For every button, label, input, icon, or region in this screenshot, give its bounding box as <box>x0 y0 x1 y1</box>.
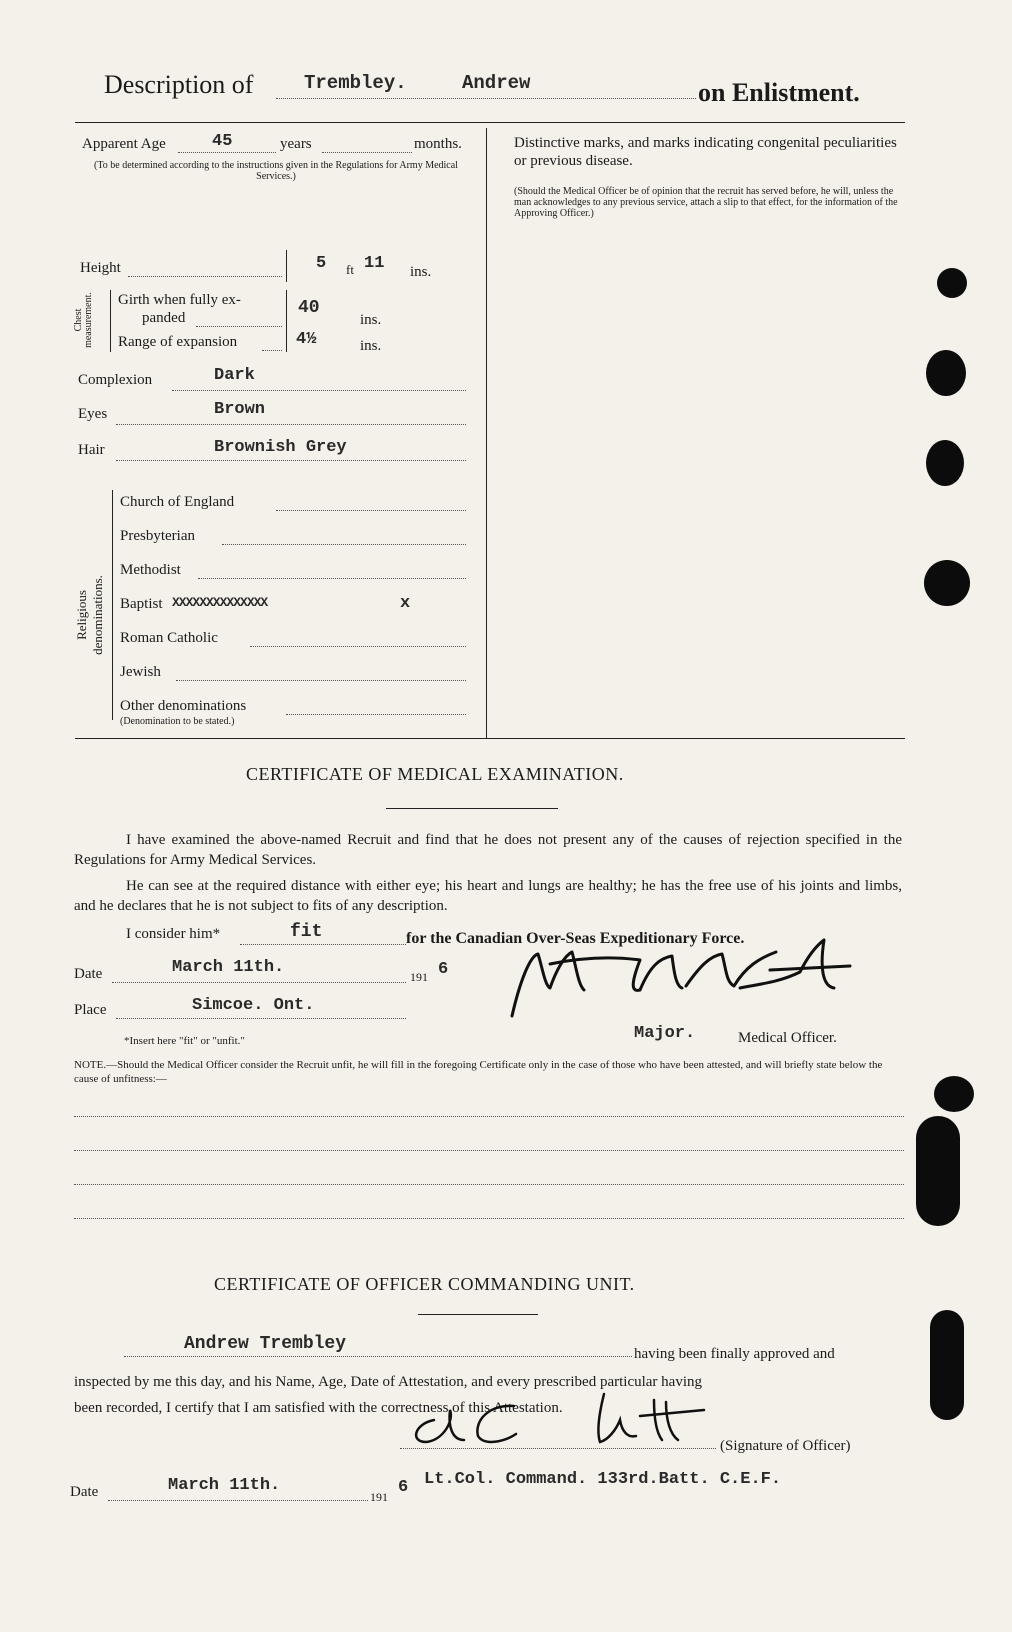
unfitness-line-1 <box>74 1116 904 1117</box>
girth-ins-label: ins. <box>360 312 382 328</box>
coe-dots <box>276 510 466 511</box>
commanding-year-prefix: 191 <box>370 1490 388 1504</box>
signature-stroke <box>416 1410 464 1442</box>
eyes-value: Brown <box>214 400 266 419</box>
distinctive-marks-note: (Should the Medical Officer be of opinion that the recruit has served before, he will, unless the man acknowledges to any previous service, attach a slip to that effect, for the information of the Approving Officer.) <box>514 186 898 219</box>
religion-presbyterian: Presbyterian <box>120 528 195 544</box>
years-label: years <box>280 136 312 152</box>
chest-bracket <box>110 290 111 352</box>
recruit-name: Andrew Trembley <box>184 1334 347 1354</box>
range-ins-label: ins. <box>360 338 382 354</box>
header-dotted-line <box>276 98 696 99</box>
place-value: Simcoe. Ont. <box>192 996 315 1015</box>
medical-certificate-title: CERTIFICATE OF MEDICAL EXAMINATION. <box>246 764 624 784</box>
medical-title-rule <box>386 808 558 809</box>
baptist-selected-mark: x <box>400 594 411 613</box>
punch-hole <box>926 440 964 486</box>
recruit-name-dots <box>124 1356 632 1357</box>
other-dots <box>286 714 466 715</box>
eyes-dots <box>116 424 466 425</box>
height-bracket <box>286 250 287 282</box>
consider-label: I consider him* <box>126 926 221 942</box>
medical-para1: I have examined the above-named Recruit and find that he does not present any of the causes of rejection specified in the Regulations for Army Medical Services. <box>74 832 902 868</box>
medical-date-dots <box>112 982 406 983</box>
commanding-line1: having been finally approved and <box>634 1346 835 1362</box>
religion-church-of-england: Church of England <box>120 494 235 510</box>
range-value: 4½ <box>296 330 317 349</box>
medical-year-prefix: 191 <box>410 970 428 984</box>
ft-label: ft <box>346 262 354 277</box>
age-value: 45 <box>212 132 233 151</box>
commanding-date-value: March 11th. <box>168 1476 281 1495</box>
fit-dots <box>240 944 406 945</box>
commanding-officer-signature <box>404 1380 734 1450</box>
punch-hole <box>930 1310 964 1420</box>
commanding-line3: been recorded, I certify that I am satisfied with the correctness of this Attestation. <box>74 1400 563 1416</box>
punch-hole <box>926 350 966 396</box>
commanding-certificate-title: CERTIFICATE OF OFFICER COMMANDING UNIT. <box>214 1274 635 1294</box>
girth-label-2: panded <box>142 310 186 326</box>
medical-officer-rank: Major. <box>634 1024 696 1043</box>
range-dots <box>262 350 282 351</box>
baptist-strike-mark: XXXXXXXXXXXXXX <box>172 595 268 610</box>
unfitness-line-3 <box>74 1184 904 1185</box>
age-dots <box>178 152 276 153</box>
methodist-dots <box>198 578 466 579</box>
commanding-line2: inspected by me this day, and his Name, Age, Date of Attestation, and every prescribed particular having <box>74 1374 703 1390</box>
girth-label-1: Girth when fully ex- <box>118 292 241 308</box>
column-divider <box>486 128 487 738</box>
distinctive-marks-title: Distinctive marks, and marks indicating congenital peculiarities or previous disease. <box>514 135 897 169</box>
top-rule <box>75 122 905 123</box>
religion-other: Other denominations <box>120 698 247 714</box>
complexion-dots <box>172 390 466 391</box>
ins-label: ins. <box>410 264 432 280</box>
chest-measurement-label: Chest measurement. <box>73 292 94 348</box>
signature-label: (Signature of Officer) <box>720 1438 851 1454</box>
signature-stroke <box>640 1410 704 1416</box>
height-in-value: 11 <box>364 254 385 273</box>
girth-bracket <box>286 290 287 352</box>
header-suffix: on Enlistment. <box>698 78 860 107</box>
religion-other-note: (Denomination to be stated.) <box>120 716 235 727</box>
commanding-title-rule <box>418 1314 538 1315</box>
range-label: Range of expansion <box>118 334 238 350</box>
months-label: months. <box>414 136 462 152</box>
signature-stroke <box>770 966 850 970</box>
place-label: Place <box>74 1002 107 1018</box>
religion-baptist: Baptist <box>120 596 163 612</box>
religions-label: Religious denominations. <box>74 575 105 655</box>
place-dots <box>116 1018 406 1019</box>
commanding-date-dots <box>108 1500 368 1501</box>
commanding-date-label: Date <box>70 1484 99 1500</box>
religion-jewish: Jewish <box>120 664 161 680</box>
punch-hole <box>924 560 970 606</box>
hair-dots <box>116 460 466 461</box>
signature-stroke <box>686 952 776 986</box>
medical-para2: He can see at the required distance with either eye; his heart and lungs are healthy; he has the free use of his joints and limbs, and he declares that he is not subject to fits of any description. <box>74 878 902 914</box>
medical-year-digit: 6 <box>438 960 449 979</box>
signature-stroke <box>598 1394 636 1442</box>
box-bottom-rule <box>75 738 905 739</box>
height-ft-value: 5 <box>316 254 327 273</box>
religion-bracket <box>112 490 113 720</box>
commanding-rank-unit: Lt.Col. Command. 133rd.Batt. C.E.F. <box>424 1470 782 1489</box>
signature-stroke <box>654 1400 678 1440</box>
rc-dots <box>250 646 466 647</box>
height-dots <box>128 276 282 277</box>
unfitness-line-4 <box>74 1218 904 1219</box>
punch-hole <box>934 1076 974 1112</box>
signature-dots <box>400 1448 716 1449</box>
girth-value: 40 <box>298 298 320 318</box>
unfitness-line-2 <box>74 1150 904 1151</box>
religion-methodist: Methodist <box>120 562 181 578</box>
medical-date-value: March 11th. <box>172 958 285 977</box>
signature-stroke <box>477 1406 516 1442</box>
header-given-name: Andrew <box>462 72 531 94</box>
header-prefix: Description of <box>104 70 254 99</box>
commanding-year-digit: 6 <box>398 1478 409 1497</box>
jewish-dots <box>176 680 466 681</box>
medical-note: NOTE.—Should the Medical Officer consider the Recruit unfit, he will fill in the foregoing Certificate only in the case of those who have been attested, and will briefly state below the cause of unfitness:— <box>74 1059 883 1085</box>
punch-hole <box>937 268 967 298</box>
fit-value: fit <box>290 922 323 942</box>
punch-hole <box>916 1116 960 1226</box>
months-dots <box>322 152 412 153</box>
complexion-label: Complexion <box>78 372 153 388</box>
medical-officer-signature <box>490 926 870 1026</box>
medical-date-label: Date <box>74 966 103 982</box>
hair-value: Brownish Grey <box>214 438 347 457</box>
presbyterian-dots <box>222 544 466 545</box>
girth-dots <box>196 326 282 327</box>
force-label: for the Canadian Over-Seas Expeditionary Force. <box>406 930 745 947</box>
complexion-value: Dark <box>214 366 255 385</box>
signature-stroke <box>550 956 682 990</box>
age-note: (To be determined according to the instructions given in the Regulations for Army Medical Services.) <box>94 160 458 182</box>
height-label: Height <box>80 260 121 276</box>
apparent-age-label: Apparent Age <box>82 136 166 152</box>
insert-note: *Insert here "fit" or "unfit." <box>124 1035 245 1047</box>
medical-officer-label: Medical Officer. <box>738 1030 837 1046</box>
hair-label: Hair <box>78 442 105 458</box>
eyes-label: Eyes <box>78 406 108 422</box>
religion-roman-catholic: Roman Catholic <box>120 630 218 646</box>
header-surname: Trembley. <box>304 72 407 94</box>
